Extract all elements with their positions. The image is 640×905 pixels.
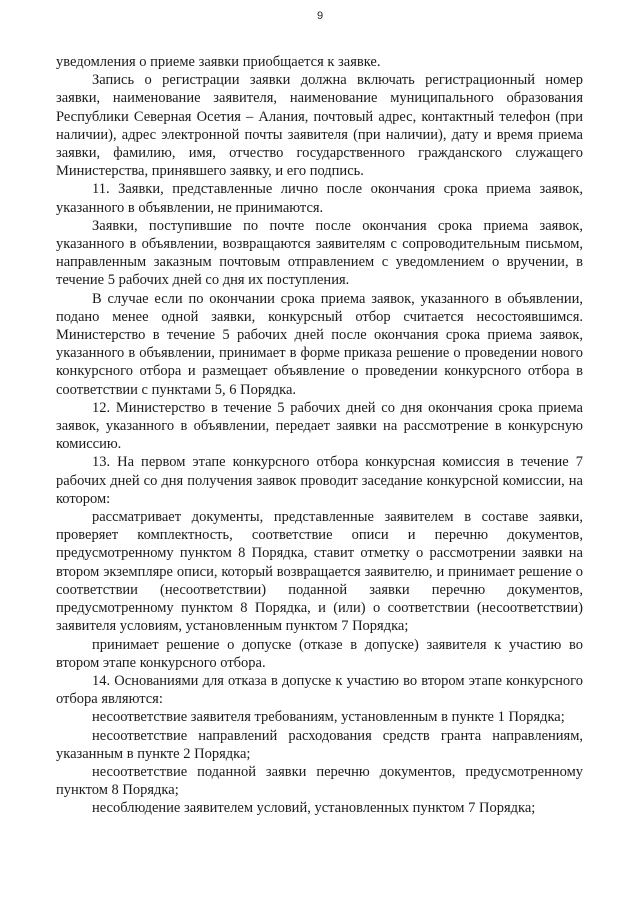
paragraph: В случае если по окончании срока приема заявок, указанного в объявлении, подано менее одной заявки, конкурсный отбор считается несостоявшимся. Министерство в течение 5 рабочих дней после окончания срока приема заявок, указанного в объявлении, принимает в форме приказа решение о проведении нового конкурсного отбора и размещает объявление о проведении конкурсного отбора в соответствии с пунктами 5, 6 Порядка. bbox=[56, 290, 583, 398]
paragraph: 12. Министерство в течение 5 рабочих дней со дня окончания срока приема заявок, указанного в объявлении, передает заявки на рассмотрение в конкурсную комиссию. bbox=[56, 399, 583, 453]
paragraph: несоответствие заявителя требованиям, установленным в пункте 1 Порядка; bbox=[92, 709, 565, 726]
paragraph: Запись о регистрации заявки должна включать регистрационный номер заявки, наименование заявителя, наименование муниципального образования Республики Северная Осетия – Алания, почтовый адрес, контактный телефон (при наличии), адрес электронной почты заявителя (при наличии), дату и время приема заявки, фамилию, имя, отчество государственного гражданского служащего Министерства, принявшего заявку, и его подпись. bbox=[56, 72, 583, 180]
paragraph: Заявки, поступившие по почте после окончания срока приема заявок, указанного в объявлении, возвращаются заявителям с сопроводительным письмом, направленным заказным почтовым отправлением с уведомлением о вручении, в течение 5 рабочих дней со дня их поступления. bbox=[56, 217, 583, 289]
paragraph: рассматривает документы, представленные заявителем в составе заявки, проверяет комплектность, соответствие описи и перечню документов, предусмотренному пунктом 8 Порядка, ставит отметку о рассмотрении заявки на втором экземпляре описи, который возвращается заявителю, и принимает решение о соответствии (несоответствии) поданной заявки перечню документов, предусмотренному пунктом 8 Порядка, и (или) о соответствии (несоответствии) заявителя условиям, установленным пунктом 7 Порядка; bbox=[56, 509, 583, 635]
page-number: 9 bbox=[316, 10, 324, 22]
paragraph: несоответствие поданной заявки перечню документов, предусмотренному пунктом 8 Порядка; bbox=[56, 763, 583, 799]
paragraph: 11. Заявки, представленные лично после окончания срока приема заявок, указанного в объявлении, не принимаются. bbox=[56, 181, 583, 216]
document-body bbox=[56, 53, 583, 818]
paragraph: 13. На первом этапе конкурсного отбора конкурсная комиссия в течение 7 рабочих дней со дня получения заявок проводит заседание конкурсной комиссии, на котором: bbox=[56, 454, 583, 507]
paragraph: 14. Основаниями для отказа в допуске к участию во втором этапе конкурсного отбора являются: bbox=[56, 672, 583, 708]
paragraph: принимает решение о допуске (отказе в допуске) заявителя к участию во втором этапе конкурсного отбора. bbox=[56, 636, 583, 671]
paragraph: уведомления о приеме заявки приобщается к заявке. bbox=[56, 54, 381, 70]
paragraph: несоответствие направлений расходования средств гранта направлениям, указанным в пункте 2 Порядка; bbox=[56, 727, 583, 762]
paragraph: несоблюдение заявителем условий, установленных пунктом 7 Порядка; bbox=[92, 800, 536, 817]
